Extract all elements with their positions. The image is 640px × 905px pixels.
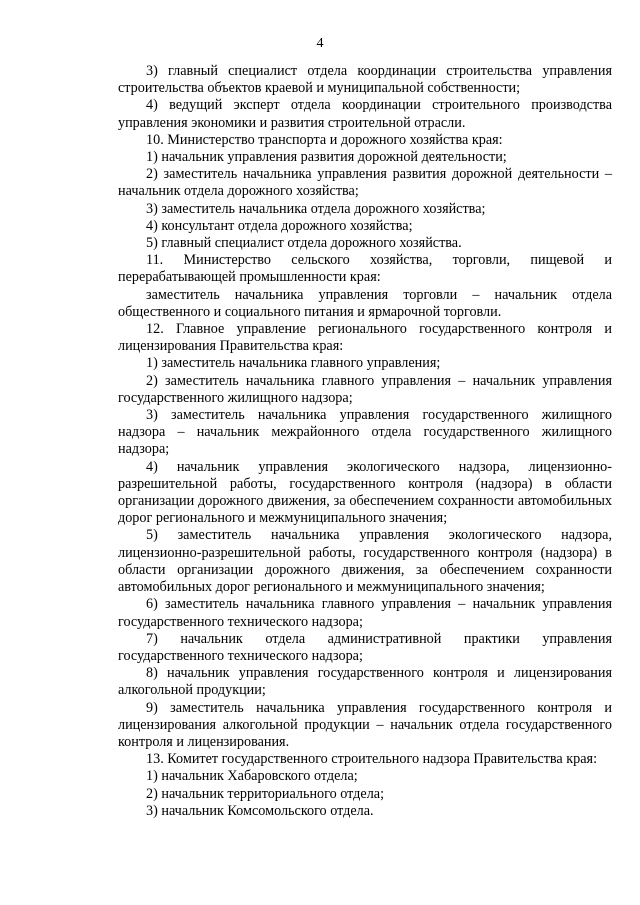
list-item: 8) начальник управления государственного контроля и лицензирования алкогольной продукции; bbox=[118, 665, 612, 699]
list-item: 2) начальник территориального отдела; bbox=[146, 785, 385, 802]
section-heading: 12. Главное управление регионального государственного контроля и лицензирования Правительства края: bbox=[118, 321, 612, 355]
list-item: 1) начальник Хабаровского отдела; bbox=[146, 768, 358, 785]
list-item: 5) главный специалист отдела дорожного хозяйства. bbox=[146, 235, 462, 252]
list-item: 7) начальник отдела административной практики управления государственного технического надзора; bbox=[118, 630, 612, 664]
paragraph: 4) ведущий эксперт отдела координации строительного производства управления экономики и развития строительной отрасли. bbox=[118, 97, 612, 131]
document-body bbox=[118, 63, 612, 820]
section-heading: 11. Министерство сельского хозяйства, торговли, пищевой и перерабатывающей промышленности края: bbox=[118, 252, 612, 286]
list-item: 6) заместитель начальника главного управления – начальник управления государственного технического надзора; bbox=[118, 596, 612, 630]
paragraph: 3) главный специалист отдела координации строительства управления строительства объектов краевой и муниципальной собственности; bbox=[118, 63, 612, 97]
page-number: 4 bbox=[316, 36, 324, 51]
section-heading: 13. Комитет государственного строительного надзора Правительства края: bbox=[146, 751, 598, 768]
list-item: 3) начальник Комсомольского отдела. bbox=[146, 802, 374, 819]
list-item: 2) заместитель начальника управления развития дорожной деятельности – начальник отдела дорожного хозяйства; bbox=[118, 166, 612, 200]
list-item: 2) заместитель начальника главного управления – начальник управления государственного жилищного надзора; bbox=[118, 372, 612, 406]
list-item: 3) заместитель начальника отдела дорожного хозяйства; bbox=[146, 200, 486, 217]
list-item: 9) заместитель начальника управления государственного контроля и лицензирования алкогольной продукции – начальник отдела государственного контроля и лицензирования. bbox=[118, 699, 612, 750]
list-item: 4) консультант отдела дорожного хозяйства; bbox=[146, 217, 413, 234]
list-item: 3) заместитель начальника управления государственного жилищного надзора – начальник межрайонного отдела государственного жилищного надзора; bbox=[118, 407, 612, 458]
list-item: 4) начальник управления экологического надзора, лицензионно-разрешительной работы, государственного контроля (надзора) в области организации дорожного движения, за обеспечением сохранности автомобильных дорог регионального и межмуниципального значения; bbox=[118, 458, 612, 527]
list-item: 1) начальник управления развития дорожной деятельности; bbox=[146, 149, 507, 166]
section-heading: 10. Министерство транспорта и дорожного хозяйства края: bbox=[146, 131, 503, 148]
list-item: 1) заместитель начальника главного управления; bbox=[146, 355, 441, 372]
list-item: 5) заместитель начальника управления экологического надзора, лицензионно-разрешительной работы, государственного контроля (надзора) в области организации дорожного движения, за обеспечением сохранности автомобильных дорог регионального и межмуниципального значения; bbox=[118, 527, 612, 596]
list-item: заместитель начальника управления торговли – начальник отдела общественного и социального питания и ярмарочной торговли. bbox=[118, 286, 612, 320]
